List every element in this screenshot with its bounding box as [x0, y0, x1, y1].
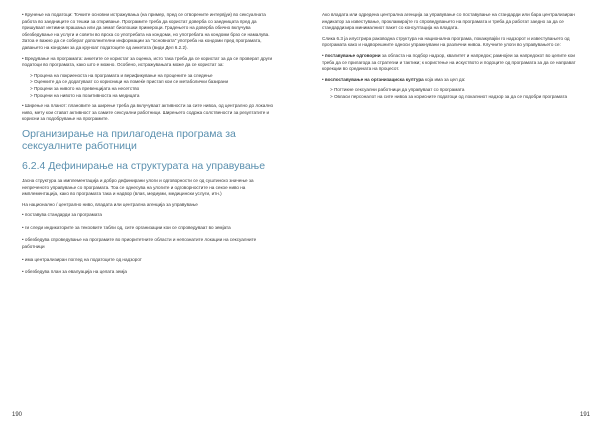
paragraph-government-agency: Ако владата или одредена централна агенција за управување со поставување на стандарди или бара централизиран индикатор за известување, прокламирајте го спроведувањето на програмата и треба да работат заедно за да се стандардизира минималниот пакет со консултација на владата.: [322, 12, 575, 31]
paragraph-text: која има за цел да:: [423, 76, 466, 82]
heading-organizing-program: Организирање на прилагодена програма за сексуалните работници: [22, 127, 236, 152]
right-column: [322, 12, 578, 105]
list-item: • поставува стандарди за програмата: [22, 212, 102, 218]
paragraph-implementation-structure: Јасна структура за имплементација и добро дефинирани улоги и одговорности се од суштинско значење за непреченото управување со програмата. Тоа се однесува на улогите и одговорностите на секое ниво на имплементација, како во програмата така и надвор (влаѕ, медиуми, медицински услуги, итн.): [22, 177, 254, 197]
paragraph-national-level: На национално / централно ниво, владата или централна агенција за управување: [22, 201, 198, 207]
left-column: [22, 12, 278, 280]
list-item: • обезбедува план за евалуација на целата земја: [22, 269, 127, 275]
list-item: > Оценките да се додатуваат со корисници на помеќе пристап кои се метаболички базирани: [30, 79, 229, 85]
heading-section-6-2-4: 6.2.4 Дефинирање на структурата на управување: [22, 159, 266, 172]
list-item: > Процени за нивото на превенцијата на несетство: [30, 85, 140, 91]
paragraph-responsibility: [322, 53, 578, 73]
paragraph-organizational-culture: [322, 77, 578, 84]
list-item: > Овласи персоналот на сите нивоа за корисните податоци од локалниот надзор за да се подобри програмата: [330, 93, 568, 99]
list-item: • обезбедува спроведување на програмите во приоритетните области и непознатите локации на сексуалните работници: [22, 237, 257, 250]
paragraph-figure-6-3: Слика 6.3 ја илустрира раководна структура на национална програма, покажувајќи го надзорот и известувањето од програмата како и надворешните односи упражнувани на различни нивоа. Клучните улоги во управувањето се:: [322, 35, 570, 48]
culture-sublist: [322, 87, 578, 100]
page-number-right: 191: [579, 412, 590, 418]
list-item: > Процени на нивото на позитивноста на медицата: [30, 92, 140, 98]
bold-label: • воспоставување на организациска култура: [322, 76, 424, 82]
list-item: • ги следи индикаторите за текоовите табли од, сите организации кои се спроведуваат во земјата: [22, 224, 231, 230]
national-level-list: [22, 212, 278, 276]
page-number-left: 190: [12, 412, 23, 418]
paragraph-data-triangulation: • Крунење на податоци: Точките основни истражувања (на пример, пред се отворените интервјуи) во сексуалната работа во заедниците со тешки за откривање. Програмите треба да користат доверба со заедницата пред да пришуваат интимни прашања или да земат биолошки примероци. Градењето на доверба обично вклучува обезбедување на услуги и совети во врска со употребата на кондоми, но употребата на кондоми брзо се намалува. Затоа е важно да се соберат дополнителни информации за "основната" употреба на кондоми пред програмата, давањето на кондоми за да круноат податоците од анкетата (види Дел 6.2.2).: [22, 12, 270, 50]
bold-label: • поставување одговорни: [322, 52, 381, 58]
paragraph-text: за областа на подбор надзор, квалитет и напредок; рамнојеи за напредокот во целите кои треба да се прилагода за стратегии и тактики; к користење на искуството и подоците од програмата за да се направат корекции во средината на процесот.: [322, 52, 576, 72]
list-item: > Поттикне сексуални работници да управуваат со програмата: [330, 87, 465, 93]
paragraph-program-evaluation: • Вредување на програмата: анкетите се користат за оценка, исто така треба да се користат за да се проверат други податоци во програмата, како што е можно. Особено, истражувањата може да се користат за:: [22, 55, 273, 68]
evaluation-sublist: [22, 73, 278, 99]
right-page: [300, 0, 600, 424]
list-item: > Процена на покриеноста на програмата и верификување на процените за следење: [30, 72, 213, 78]
list-item: • има централизиран поглед на податоците од надзорот: [22, 256, 142, 262]
paragraph-dissemination: • Ширење на планот: плановите за ширење треба да вклучуваат активности за сите нивоа, од централно до локално ниво, мету кои стават активност за самите сексуални работници. Ширењето содржа солствености за резултатите и корисни за подобрување на програмите.: [22, 103, 274, 122]
